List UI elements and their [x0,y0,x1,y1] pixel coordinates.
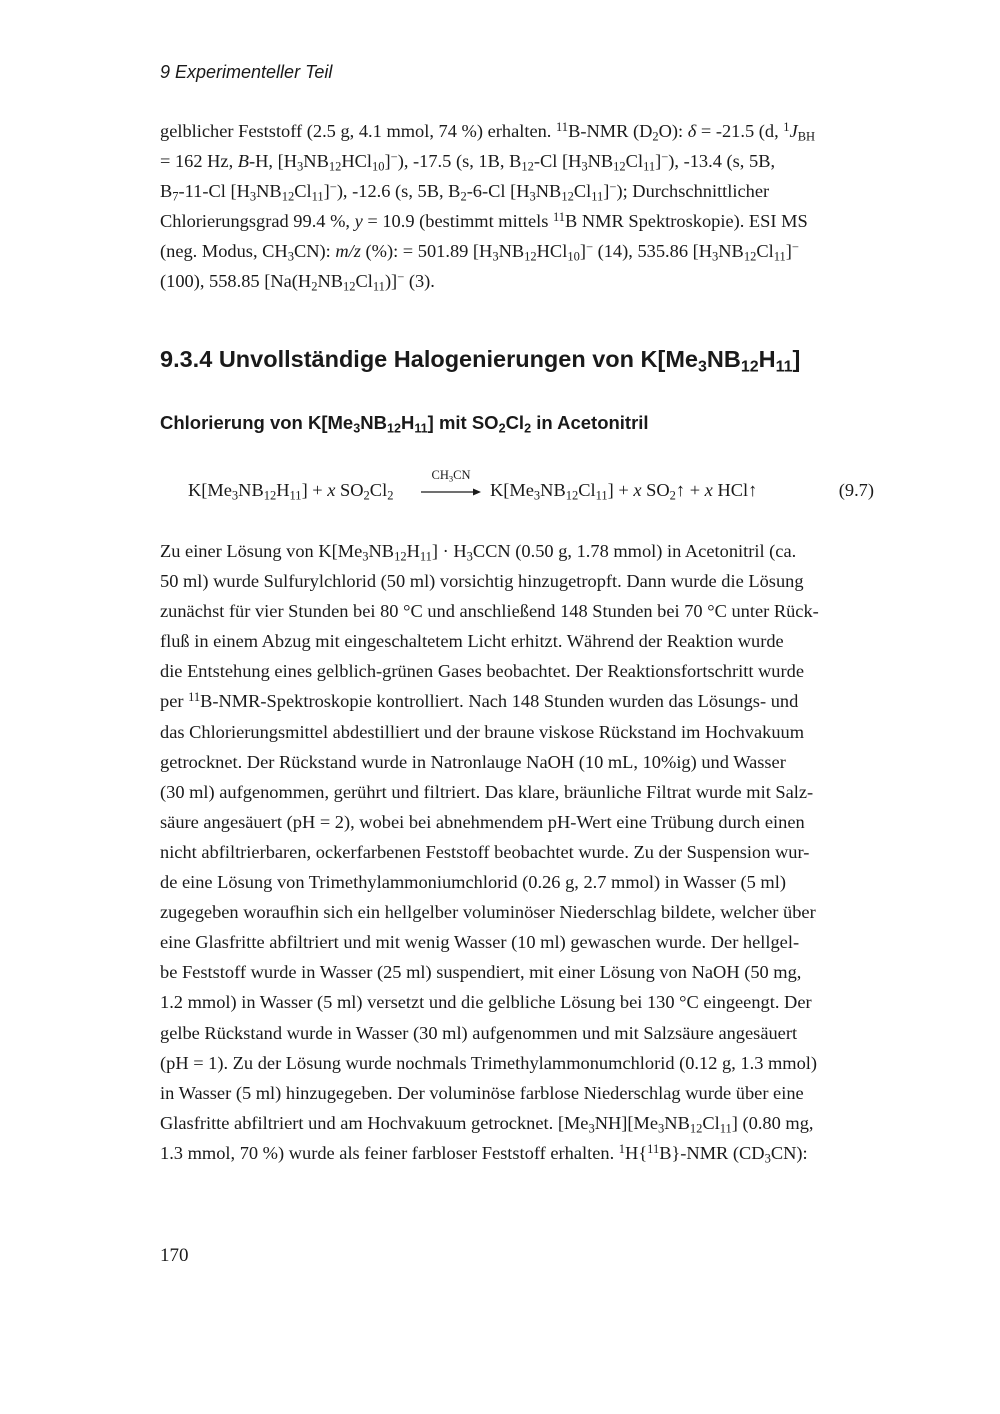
body-line: eine Glasfritte abfiltriert und mit wenig Wasser (10 ml) gewaschen wurde. Der hellgel- [160,932,800,953]
body-line: 1.2 mmol) in Wasser (5 ml) versetzt und die gelbliche Lösung bei 130 °C eingeengt. Der [160,992,812,1013]
running-head: 9 Experimenteller Teil [160,62,333,82]
intro-line: (100), 558.85 $[Na(H_2NB_{12}Cl_{11})]^-$ (3). [160,270,435,294]
intro-line: $B_7-11-Cl$ $[H_3NB_{12}Cl_{11}]^-$), -12.6 (s, 5B, $B_2-6-Cl$ $[H_3NB_{12}Cl_{11}]^-$); Durchschnittlicher [160,179,770,204]
equation-reactants: $K[Me_3NB_{12}H_{11}] + x$ $SO_2Cl_2$ [188,480,394,503]
reaction-equation [188,468,874,510]
body-line: per $^{11}$B-NMR-Spektroskopie kontrolliert. Nach 148 Stunden wurden das Lösungs- und [160,690,799,712]
section-number: 9.3.4 [160,346,213,372]
intro-paragraph [160,116,873,297]
body-line: be Feststoff wurde in Wasser (25 ml) suspendiert, mit einer Lösung von NaOH (50 mg, [160,962,802,983]
body-line: nicht abfiltrierbaren, ockerfarbenen Feststoff beobachtet wurde. Zu der Suspension wur- [160,841,810,862]
equation-solvent: $CH_3CN$ [431,468,471,484]
body-line: 50 ml) wurde Sulfurylchlorid (50 ml) vorsichtig hinzugetropft. Dann wurde die Lösung [160,571,804,592]
body-line: das Chlorierungsmittel abdestilliert und der braune viskose Rückstand im Hochvakuum [160,721,805,742]
main-paragraph [160,536,873,1168]
intro-line: Chlorierungsgrad 99.4 %, y = 10.9 (bestimmt mittels $^{11}$B NMR Spektroskopie). ESI MS [160,210,808,232]
body-line: Glasfritte abfiltriert und am Hochvakuum getrocknet. $[Me_3NH][Me_3NB_{12}Cl_{11}]$ (0.80 mg, [160,1112,814,1136]
body-line: Zu einer Lösung von $K[Me_3NB_{12}H_{11}] \cdot H_3CCN$ (0.50 g, 1.78 mmol) in Acetonitril (ca. [160,541,797,564]
body-line: die Entstehung eines gelblich-grünen Gases beobachtet. Der Reaktionsfortschritt wurde [160,661,804,682]
equation-products: $K[Me_3NB_{12}Cl_{11}] + x$ $SO_2↑ + x$ HCl↑ [490,480,758,503]
body-line: getrocknet. Der Rückstand wurde in Natronlauge NaOH (10 mL, 10%ig) und Wasser [160,751,786,772]
intro-line: (neg. Modus, $CH_3CN$): m/z (%): = 501.89 $[H_3NB_{12}HCl_{10}]^-$ (14), 535.86 $[H_3NB_{12}Cl_{11}]^-$ [160,240,799,264]
reaction-arrow [420,468,482,508]
body-line: in Wasser (5 ml) hinzugegeben. Der voluminöse farblose Niederschlag wurde über eine [160,1082,804,1103]
intro-line: = 162 Hz, B-H, $[H_3NB_{12}HCl_{10}]^-$), -17.5 (s, 1B, $B_{12}-Cl$ $[H_3NB_{12}Cl_{11}]^-$), -13.4 (s, 5B, [160,149,776,174]
right-arrow-icon [420,487,482,497]
page-number: 170 [160,1245,189,1266]
body-line: fluß in einem Abzug mit eingeschaltetem Licht erhitzt. Während der Reaktion wurde [160,631,784,652]
body-line: (30 ml) aufgenommen, gerührt und filtriert. Das klare, bräunliche Filtrat wurde mit Salz- [160,781,814,802]
body-line: zunächst für vier Stunden bei 80 °C und anschließend 148 Stunden bei 70 °C unter Rück- [160,601,819,622]
intro-line: gelblicher Feststoff (2.5 g, 4.1 mmol, 74 %) erhalten. $^{11}$B-NMR $(D_2O)$: δ = -21.5 (d, $^1J_{BH}$ [160,119,816,144]
body-line: 1.3 mmol, 70 %) wurde als feiner farbloser Feststoff erhalten. $^1$H{$^{11}$B}-NMR $(CD_3CN)$: [160,1141,808,1166]
subsection-heading: Chlorierung von $K[Me_3NB_{12}H_{11}]$ mit $SO_2Cl_2$ in Acetonitril [160,412,649,436]
body-line: säure angesäuert (pH = 2), wobei bei abnehmendem pH-Wert eine Trübung durch einen [160,811,805,832]
body-line: de eine Lösung von Trimethylammoniumchlorid (0.26 g, 2.7 mmol) in Wasser (5 ml) [160,872,786,893]
body-line: gelbe Rückstand wurde in Wasser (30 ml) aufgenommen und mit Salzsäure angesäuert [160,1022,798,1043]
body-line: zugegeben woraufhin sich ein hellgelber voluminöser Niederschlag bildete, welcher über [160,902,816,923]
section-heading [160,346,801,376]
equation-number: (9.7) [838,480,874,500]
body-line: (pH = 1). Zu der Lösung wurde nochmals Trimethylammonumchlorid (0.12 g, 1.3 mmol) [160,1052,818,1073]
section-title: Unvollständige Halogenierungen von $K[Me_3NB_{12}H_{11}]$ [218,346,801,376]
